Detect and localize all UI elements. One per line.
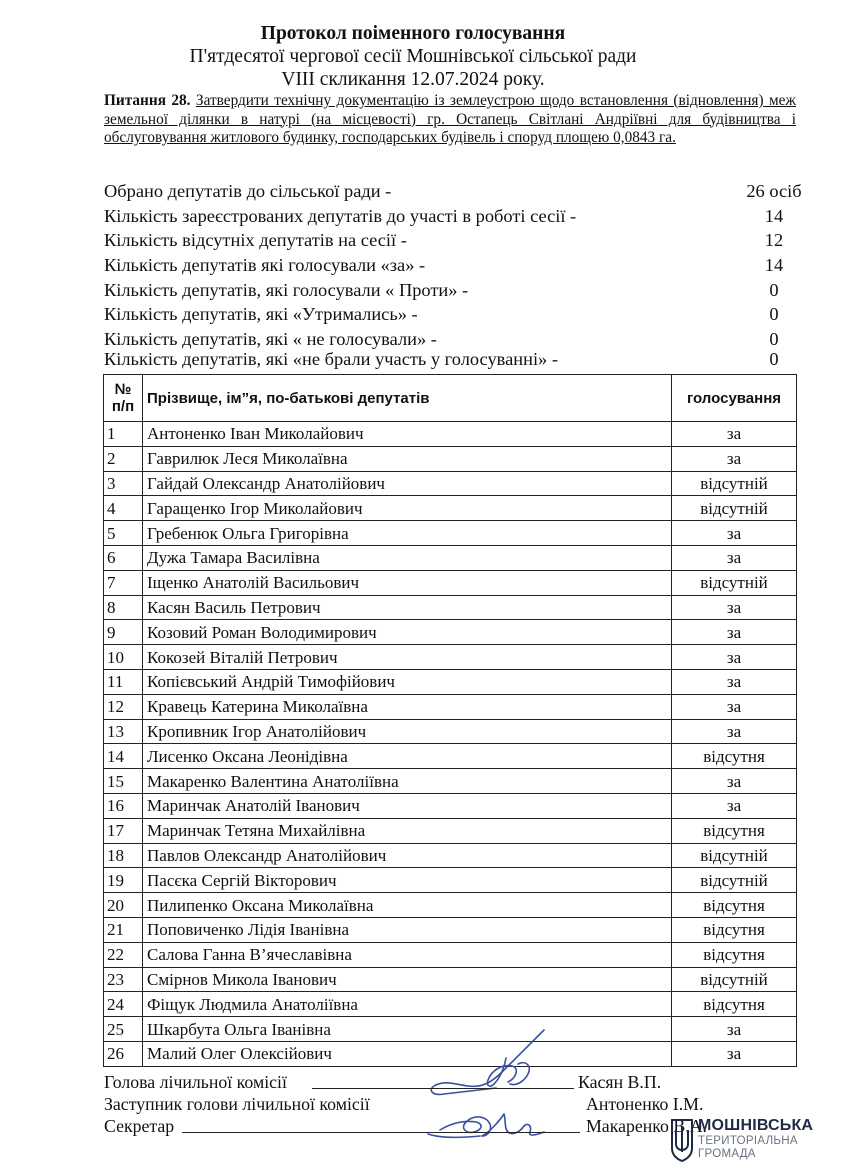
- vote-result: відсутня: [672, 992, 797, 1017]
- row-number: 1: [104, 422, 143, 447]
- count-label: Кількість депутатів, які голосували « Проти» -: [104, 279, 469, 300]
- count-label: Обрано депутатів до сільської ради -: [104, 181, 392, 201]
- vote-result: за: [672, 719, 797, 744]
- count-row: [104, 229, 796, 254]
- deputy-name: Дужа Тамара Василівна: [143, 545, 672, 570]
- session-line: П'ятдесятої чергової сесії Мошнівської сільської ради: [189, 46, 637, 67]
- deputy-name: Смірнов Микола Іванович: [143, 967, 672, 992]
- table-row: [104, 694, 797, 719]
- vote-result: за: [672, 620, 797, 645]
- convocation-date-line: VIII скликання 12.07.2024 року.: [281, 69, 545, 90]
- deputy-name: Гребенюк Ольга Григорівна: [143, 521, 672, 546]
- count-label: Кількість депутатів, які « не голосували» -: [104, 329, 437, 350]
- row-number: 26: [104, 1041, 143, 1066]
- row-number: 2: [104, 446, 143, 471]
- deputy-signature-line: [104, 1094, 794, 1116]
- deputy-name: Поповиченко Лідія Іванівна: [143, 917, 672, 942]
- row-number: 4: [104, 496, 143, 521]
- count-row: [104, 303, 796, 328]
- question-number: Питання 28.: [104, 92, 191, 109]
- vote-result: відсутній: [672, 868, 797, 893]
- count-label: Кількість депутатів, які «не брали участь у голосуванні» -: [104, 349, 558, 370]
- table-row: [104, 422, 797, 447]
- logo-subtitle: [698, 1135, 798, 1161]
- vote-result: за: [672, 645, 797, 670]
- signature-underline: [182, 1132, 580, 1133]
- table-row: [104, 669, 797, 694]
- table-row: [104, 843, 797, 868]
- count-label: Кількість відсутніх депутатів на сесії -: [104, 230, 407, 251]
- table-row: [104, 769, 797, 794]
- table-row: [104, 917, 797, 942]
- vote-result: за: [672, 769, 797, 794]
- row-number: 12: [104, 694, 143, 719]
- vote-result: за: [672, 545, 797, 570]
- deputy-name: Гаврилюк Леся Миколаївна: [143, 446, 672, 471]
- row-number: 22: [104, 942, 143, 967]
- table-row: [104, 595, 797, 620]
- count-value: 0: [769, 279, 779, 300]
- deputy-name: Павлов Олександр Анатолійович: [143, 843, 672, 868]
- row-number: 15: [104, 769, 143, 794]
- row-number: 3: [104, 471, 143, 496]
- table-row: [104, 620, 797, 645]
- vote-result: за: [672, 1041, 797, 1066]
- count-value: 0: [769, 349, 779, 370]
- chair-role: Голова лічильної комісії: [104, 1072, 287, 1092]
- row-number: 17: [104, 818, 143, 843]
- count-value: 14: [764, 255, 784, 276]
- deputy-name: Козовий Роман Володимирович: [143, 620, 672, 645]
- deputy-name: Касян Василь Петрович: [143, 595, 672, 620]
- logo-subtitle-line: ГРОМАДА: [698, 1148, 756, 1160]
- vote-result: за: [672, 422, 797, 447]
- row-number: 16: [104, 793, 143, 818]
- count-label: Кількість зареєстрованих депутатів до участі в роботі сесії -: [104, 205, 577, 226]
- row-number: 23: [104, 967, 143, 992]
- count-value: 12: [764, 230, 784, 251]
- row-number: 19: [104, 868, 143, 893]
- row-number: 7: [104, 570, 143, 595]
- vote-result: за: [672, 521, 797, 546]
- deputy-name: Антоненко Іван Миколайович: [143, 422, 672, 447]
- vote-result: відсутня: [672, 818, 797, 843]
- signature-underline: [312, 1088, 574, 1089]
- roll-call-table: [103, 374, 797, 1067]
- table-row: [104, 645, 797, 670]
- vote-result: за: [672, 694, 797, 719]
- deputy-name: Гаращенко Ігор Миколайович: [143, 496, 672, 521]
- row-number: 14: [104, 744, 143, 769]
- trident-icon: [668, 1118, 696, 1162]
- count-value: 14: [764, 205, 784, 226]
- table-row: [104, 967, 797, 992]
- table-row: [104, 719, 797, 744]
- deputy-name: Макаренко Валентина Анатоліївна: [143, 769, 672, 794]
- logo-wordmark: МОШНІВСЬКА: [698, 1117, 814, 1134]
- count-row: [104, 254, 796, 279]
- deputy-name: Маринчак Анатолій Іванович: [143, 793, 672, 818]
- row-number: 8: [104, 595, 143, 620]
- deputy-name: Маринчак Тетяна Михайлівна: [143, 818, 672, 843]
- vote-result: відсутній: [672, 843, 797, 868]
- header-vote: голосування: [672, 375, 797, 422]
- row-number: 6: [104, 545, 143, 570]
- table-row: [104, 992, 797, 1017]
- chair-signature-line: [104, 1072, 794, 1094]
- vote-result: відсутній: [672, 967, 797, 992]
- deputy-name: Антоненко І.М.: [586, 1094, 704, 1114]
- row-number: 21: [104, 917, 143, 942]
- document-title: Протокол поіменного голосування: [260, 23, 566, 44]
- count-row: [104, 180, 802, 205]
- header-name: Прізвище, ім”я, по-батькові депутатів: [143, 375, 672, 422]
- table-header-row: [104, 375, 797, 422]
- count-label: Кількість депутатів які голосували «за» -: [104, 255, 426, 276]
- row-number: 10: [104, 645, 143, 670]
- community-logo: [666, 1114, 816, 1166]
- table-row: [104, 446, 797, 471]
- table-row: [104, 942, 797, 967]
- vote-result: за: [672, 446, 797, 471]
- vote-result: відсутня: [672, 744, 797, 769]
- deputy-name: Іщенко Анатолій Васильович: [143, 570, 672, 595]
- vote-result: за: [672, 1017, 797, 1042]
- deputy-name: Шкарбута Ольга Іванівна: [143, 1017, 672, 1042]
- deputy-name: Пасєка Сергій Вікторович: [143, 868, 672, 893]
- deputy-name: Фіщук Людмила Анатоліївна: [143, 992, 672, 1017]
- deputy-name: Лисенко Оксана Леонідівна: [143, 744, 672, 769]
- table-row: [104, 471, 797, 496]
- vote-result: відсутня: [672, 893, 797, 918]
- count-value: 0: [769, 329, 779, 350]
- count-label: Кількість депутатів, які «Утримались» -: [104, 304, 418, 325]
- row-number: 25: [104, 1017, 143, 1042]
- header-number: № п/п: [104, 375, 143, 422]
- table-row: [104, 793, 797, 818]
- table-row: [104, 893, 797, 918]
- deputy-name: Пилипенко Оксана Миколаївна: [143, 893, 672, 918]
- question-text: Затвердити технічну документацію із землеустрою щодо встановлення (відновлення) меж земельної ділянки в натурі (на місцевості) гр. Остапець Світлані Андріївні для будівництва і обслуговування житлового будинку, господарських будівель і споруд площею 0,0843 га.: [104, 92, 796, 146]
- table-body: [104, 422, 797, 1067]
- table-row: [104, 545, 797, 570]
- vote-result: відсутній: [672, 496, 797, 521]
- table-row: [104, 570, 797, 595]
- chair-name: Касян В.П.: [578, 1072, 662, 1092]
- count-value: 26 осіб: [746, 181, 802, 201]
- vote-result: відсутня: [672, 917, 797, 942]
- document-header: [0, 22, 826, 91]
- deputy-name: Копієвський Андрій Тимофійович: [143, 669, 672, 694]
- vote-result: за: [672, 595, 797, 620]
- count-row: [104, 279, 796, 304]
- table-row: [104, 744, 797, 769]
- row-number: 11: [104, 669, 143, 694]
- count-row: [104, 348, 796, 368]
- row-number: 20: [104, 893, 143, 918]
- row-number: 5: [104, 521, 143, 546]
- vote-result: за: [672, 793, 797, 818]
- vote-result: відсутня: [672, 942, 797, 967]
- vote-counts: [104, 180, 802, 370]
- deputy-name: Гайдай Олександр Анатолійович: [143, 471, 672, 496]
- deputy-name: Салова Ганна В’ячеславівна: [143, 942, 672, 967]
- table-row: [104, 868, 797, 893]
- deputy-name: Кокозей Віталій Петрович: [143, 645, 672, 670]
- deputy-name: Кравець Катерина Миколаївна: [143, 694, 672, 719]
- table-row: [104, 521, 797, 546]
- count-row: [104, 205, 796, 230]
- secretary-name: Макаренко В.А.: [586, 1116, 707, 1136]
- table-row: [104, 496, 797, 521]
- count-row: [104, 328, 796, 348]
- vote-result: за: [672, 669, 797, 694]
- deputy-name: Малий Олег Олексійович: [143, 1041, 672, 1066]
- count-value: 0: [769, 304, 779, 325]
- row-number: 18: [104, 843, 143, 868]
- row-number: 24: [104, 992, 143, 1017]
- row-number: 9: [104, 620, 143, 645]
- secretary-role: Секретар: [104, 1116, 175, 1136]
- row-number: 13: [104, 719, 143, 744]
- vote-result: відсутній: [672, 471, 797, 496]
- deputy-role: Заступник голови лічильної комісії: [104, 1094, 370, 1114]
- table-row: [104, 818, 797, 843]
- logo-subtitle-line: ТЕРИТОРІАЛЬНА: [698, 1135, 798, 1147]
- deputy-name: Кропивник Ігор Анатолійович: [143, 719, 672, 744]
- vote-result: відсутній: [672, 570, 797, 595]
- agenda-question: [104, 92, 796, 148]
